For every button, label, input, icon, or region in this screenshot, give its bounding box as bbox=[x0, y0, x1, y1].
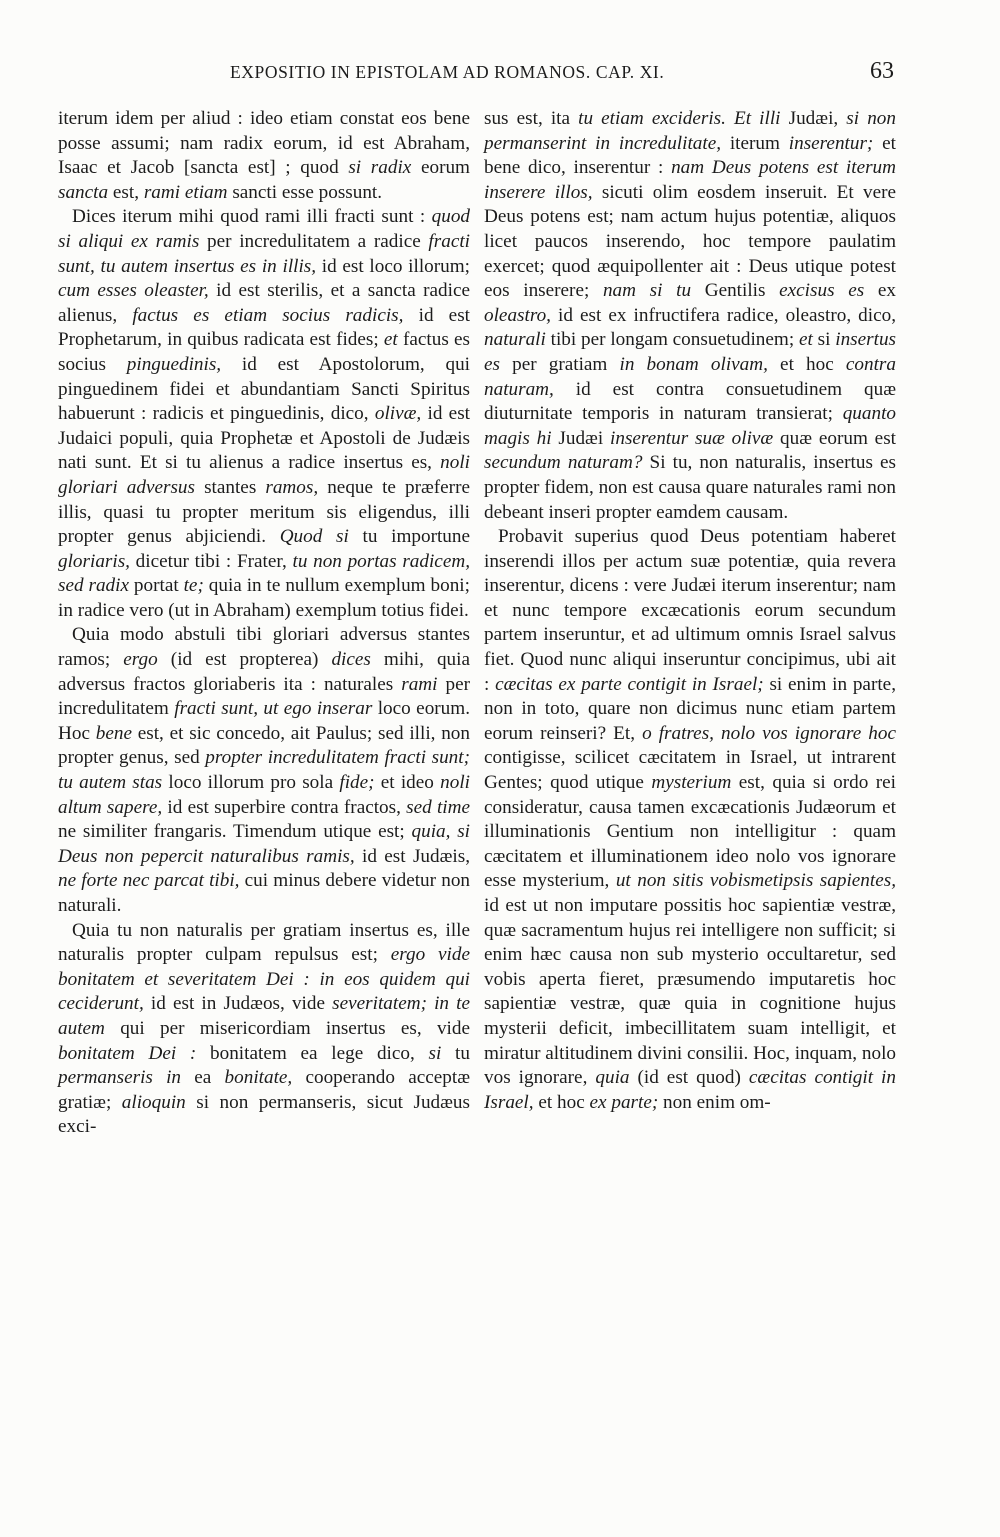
italic-text: tu non portas radicem, sed radix bbox=[58, 550, 470, 597]
italic-text: et bbox=[798, 329, 813, 351]
text-segment: id est in Judæos, vide bbox=[143, 993, 333, 1015]
italic-text: quia, si Deus non pepercit naturalibus ramis, bbox=[58, 821, 471, 867]
text-segment: neque te præferre illis, quasi tu propter meritum sis eligendus, illi propter genus abjiciendi. bbox=[58, 476, 470, 548]
paragraph bbox=[484, 107, 896, 525]
italic-text: o fratres, nolo vos ignorare hoc bbox=[642, 722, 896, 744]
italic-text: nam Deus potens est iterum inserere illos, bbox=[484, 157, 896, 203]
paragraph bbox=[484, 525, 896, 1115]
text-segment: si non permanseris, sicut Judæus exci- bbox=[58, 1091, 470, 1138]
italic-text: in bonam olivam, bbox=[619, 353, 768, 375]
text-segment: portat bbox=[129, 575, 184, 597]
text-segment: sancti esse possunt. bbox=[227, 181, 383, 203]
text-segment: et hoc bbox=[533, 1091, 590, 1113]
italic-text: quia bbox=[595, 1067, 630, 1089]
italic-text: ne forte nec parcat tibi, bbox=[58, 870, 240, 892]
paragraph bbox=[58, 107, 470, 205]
text-segment: est, et sic concedo, ait Paulus; sed illi, non propter genus, sed bbox=[58, 722, 470, 769]
text-segment: loco illorum pro sola bbox=[162, 772, 340, 794]
text-segment: id est sterilis, et a sancta radice alienus, bbox=[58, 280, 470, 326]
italic-text: et bbox=[383, 329, 398, 351]
italic-text: rami bbox=[401, 673, 438, 695]
italic-text: naturali bbox=[484, 329, 546, 351]
italic-text: secundum naturam? bbox=[484, 452, 643, 474]
text-segment: cui minus debere videtur non naturali. bbox=[58, 870, 471, 916]
italic-text: cæcitas ex parte contigit in Israel; bbox=[495, 673, 764, 695]
italic-text: insertus es bbox=[484, 329, 897, 375]
text-segment: id est Judaici populi, quia Prophetæ et Apostoli de Judæis nati sunt. Et si tu alienus a radice insertus es, bbox=[58, 403, 470, 474]
italic-text: si bbox=[428, 1042, 442, 1064]
text-segment: (id est propterea) bbox=[157, 649, 332, 671]
text-segment: sicuti olim eosdem inseruit. Et vere Deus potens est; nam actum hujus potentiæ, aliquos licet paucos inserendo, hoc tempore paulatim exercet; quod æquipollenter ait : Deus utique potest eos inserere; bbox=[484, 181, 896, 302]
text-segment: ex bbox=[864, 280, 896, 302]
italic-text: oleastro, bbox=[484, 304, 551, 326]
italic-text: ergo vide bonitatem et severitatem Dei : in eos quidem qui ceciderunt, bbox=[58, 944, 470, 1015]
text-segment: contigisse, scilicet cæcitatem in Israel, ut intrarent Gentes; quod utique bbox=[484, 747, 896, 794]
text-segment: mihi, quia adversus fractos gloriaberis ita : naturales bbox=[58, 649, 470, 695]
text-segment: ea bbox=[181, 1067, 225, 1089]
italic-text: dices bbox=[331, 649, 371, 671]
italic-text: factus es etiam socius radicis, bbox=[132, 304, 404, 326]
text-segment: si bbox=[812, 329, 836, 351]
italic-text: noli altum sapere, bbox=[58, 772, 470, 818]
italic-text: severitatem; in te autem bbox=[58, 993, 471, 1039]
right-text-column bbox=[484, 107, 896, 1115]
text-segment: Si tu, non naturalis, insertus es propter fidem, non est causa quare naturales rami non debeant inseri propter eamdem causam. bbox=[484, 452, 897, 523]
italic-text: alioquin bbox=[121, 1091, 186, 1113]
italic-text: cæcitas contigit in Israel, bbox=[484, 1067, 896, 1113]
paragraph bbox=[58, 623, 470, 918]
text-segment: id est contra consuetudinem quæ diuturnitate temporis in naturam transierat; bbox=[484, 378, 896, 425]
italic-text: ex parte; bbox=[589, 1091, 659, 1113]
italic-text: tu etiam excideris. Et illi bbox=[578, 108, 781, 129]
left-text-column bbox=[58, 107, 470, 1140]
page-header bbox=[0, 52, 1000, 92]
italic-text: nam si tu bbox=[602, 280, 692, 302]
text-segment: id est Judæis, bbox=[354, 845, 470, 867]
text-segment: est, bbox=[108, 181, 144, 203]
italic-text: bene bbox=[95, 722, 132, 744]
italic-text: ergo bbox=[123, 649, 158, 671]
text-segment: et hoc bbox=[767, 353, 846, 375]
italic-text: gloriaris, bbox=[58, 550, 130, 572]
text-segment: loco eorum. Hoc bbox=[58, 698, 470, 744]
italic-text: ramos, bbox=[265, 476, 319, 498]
italic-text: quanto magis hi bbox=[484, 403, 896, 449]
text-segment: eorum bbox=[411, 157, 470, 179]
text-segment: si enim in parte, non in toto, quare non dicimus nunc etiam partem eorum reinseri? Et, bbox=[484, 673, 896, 744]
italic-text: bonitate, bbox=[224, 1067, 293, 1089]
italic-text: fide; bbox=[339, 772, 375, 794]
text-segment: bonitatem ea lege dico, bbox=[196, 1042, 429, 1064]
text-segment: Quia tu non naturalis per gratiam insertus es, ille naturalis propter culpam repulsus est; bbox=[58, 919, 470, 966]
text-segment: et ideo bbox=[374, 772, 441, 794]
text-segment: quia in te nullum exemplum boni; in radice vero (ut in Abraham) exemplum totius fidei. bbox=[58, 575, 470, 621]
text-segment: id est Prophetarum, in quibus radicata est fides; bbox=[58, 304, 471, 351]
page-number: 63 bbox=[870, 58, 894, 84]
text-segment: cooperando acceptæ gratiæ; bbox=[58, 1067, 470, 1113]
italic-text: inserentur; bbox=[788, 132, 874, 154]
text-segment: id est ut non imputare possitis hoc sapientiæ vestræ, quæ sacramentum hujus rei intelligere non sufficit; si enim hæc causa non sub mysterio occultaretur, sed vobis aperta fieret, præsumendo imputaretis hoc sapientiæ vestræ, quæ quia in cognitione hujus mysterii deficit, imbecillitatem suam intelligit, et miratur altitudinem divini consilii. Hoc, inquam, nolo vos ignorare, bbox=[484, 895, 896, 1089]
text-segment: id est loco illorum; bbox=[316, 255, 470, 277]
italic-text: sed time bbox=[406, 796, 470, 818]
text-segment: per incredulitatem a radice bbox=[199, 230, 429, 252]
text-segment: sus est, ita bbox=[484, 108, 579, 129]
text-segment: tu importune bbox=[348, 526, 471, 548]
italic-text: te; bbox=[183, 575, 204, 597]
italic-text: ut non sitis vobismetipsis sapientes, bbox=[615, 870, 896, 892]
text-segment: stantes bbox=[195, 476, 266, 498]
text-segment: factus es socius bbox=[58, 329, 470, 375]
text-segment: tibi per longam consuetudinem; bbox=[545, 329, 799, 351]
italic-text: sancta bbox=[58, 181, 109, 203]
italic-text: mysterium bbox=[651, 772, 732, 794]
italic-text: propter incredulitatem fracti sunt; tu autem stas bbox=[58, 747, 470, 794]
text-segment: Dices iterum mihi quod rami illi fracti sunt : bbox=[72, 206, 432, 228]
text-segment: qui per misericordiam insertus es, vide bbox=[104, 1017, 470, 1039]
italic-text: rami etiam bbox=[143, 181, 228, 203]
text-segment: Judæi, bbox=[780, 108, 847, 129]
text-segment: et bene dico, inserentur : bbox=[484, 132, 896, 179]
italic-text: inserentur suæ olivæ bbox=[610, 427, 774, 449]
italic-text: si radix bbox=[348, 157, 412, 179]
text-segment: dicetur tibi : Frater, bbox=[129, 550, 293, 572]
text-segment: iterum idem per aliud : ideo etiam constat eos bene posse assumi; nam radix eorum, id est Abraham, Isaac et Jacob [sancta est] ; quod bbox=[58, 108, 470, 179]
text-segment: quæ eorum est bbox=[773, 427, 896, 449]
italic-text: pinguedinis, bbox=[126, 353, 222, 375]
italic-text: fracti sunt, tu autem insertus es in illis, bbox=[58, 230, 470, 277]
text-segment: (id est quod) bbox=[629, 1067, 749, 1089]
text-segment: Probavit superius quod Deus potentiam haberet inserendi illos per actum suæ potentiæ, quia revera inserentur, dicens : vere Judæi iterum inserentur; nam et nunc tempore excæcationis eorum secundum partem inseruntur, et ad ultimum omnis Israel salvus fiet. Quod nunc aliqui inseruntur concipimus, ubi ait : bbox=[484, 526, 896, 695]
italic-text: permanseris in bbox=[58, 1067, 182, 1089]
text-segment: id est Apostolorum, qui pinguedinem fidei et abundantiam Sancti Spiritus habuerunt : radicis et pinguedinis, dico, bbox=[58, 353, 471, 425]
italic-text: si non permanserint in incredulitate, bbox=[484, 108, 896, 154]
text-segment: non enim om- bbox=[658, 1091, 771, 1113]
text-segment: Quia modo abstuli tibi gloriari adversus stantes ramos; bbox=[58, 624, 470, 671]
text-segment: Judæi bbox=[551, 427, 611, 449]
text-segment: id est ex infructifera radice, oleastro, dico, bbox=[550, 304, 896, 326]
text-segment: Gentilis bbox=[691, 280, 780, 302]
paragraph bbox=[58, 919, 470, 1140]
italic-text: quod si aliqui ex ramis bbox=[58, 206, 470, 252]
text-segment: ne similiter frangaris. Timendum utique est; bbox=[58, 821, 412, 843]
text-segment: est, quia si ordo rei consideratur, causa tamen excæcationis Judæorum et illuminationis Gentium non intelligitur : quam cæcitatem et illuminationem ideo nolo vos ignorare esse mysterium, bbox=[484, 772, 896, 892]
paragraph bbox=[58, 205, 470, 623]
italic-text: Quod si bbox=[279, 526, 349, 548]
italic-text: excisus es bbox=[779, 280, 865, 302]
text-segment: per incredulitatem bbox=[58, 673, 470, 720]
text-segment: tu bbox=[441, 1042, 470, 1064]
italic-text: cum esses oleaster, bbox=[58, 280, 209, 302]
italic-text: contra naturam, bbox=[484, 353, 896, 400]
text-segment: per gratiam bbox=[499, 353, 620, 375]
italic-text: fracti sunt, ut ego inserar bbox=[174, 698, 373, 720]
italic-text: noli gloriari adversus bbox=[58, 452, 470, 498]
text-segment: id est superbire contra fractos, bbox=[162, 796, 407, 818]
running-title: EXPOSITIO IN EPISTOLAM AD ROMANOS. CAP. XI. bbox=[230, 62, 665, 82]
italic-text: bonitatem Dei : bbox=[58, 1042, 197, 1064]
text-segment: iterum bbox=[721, 132, 789, 154]
italic-text: olivæ, bbox=[374, 403, 422, 425]
